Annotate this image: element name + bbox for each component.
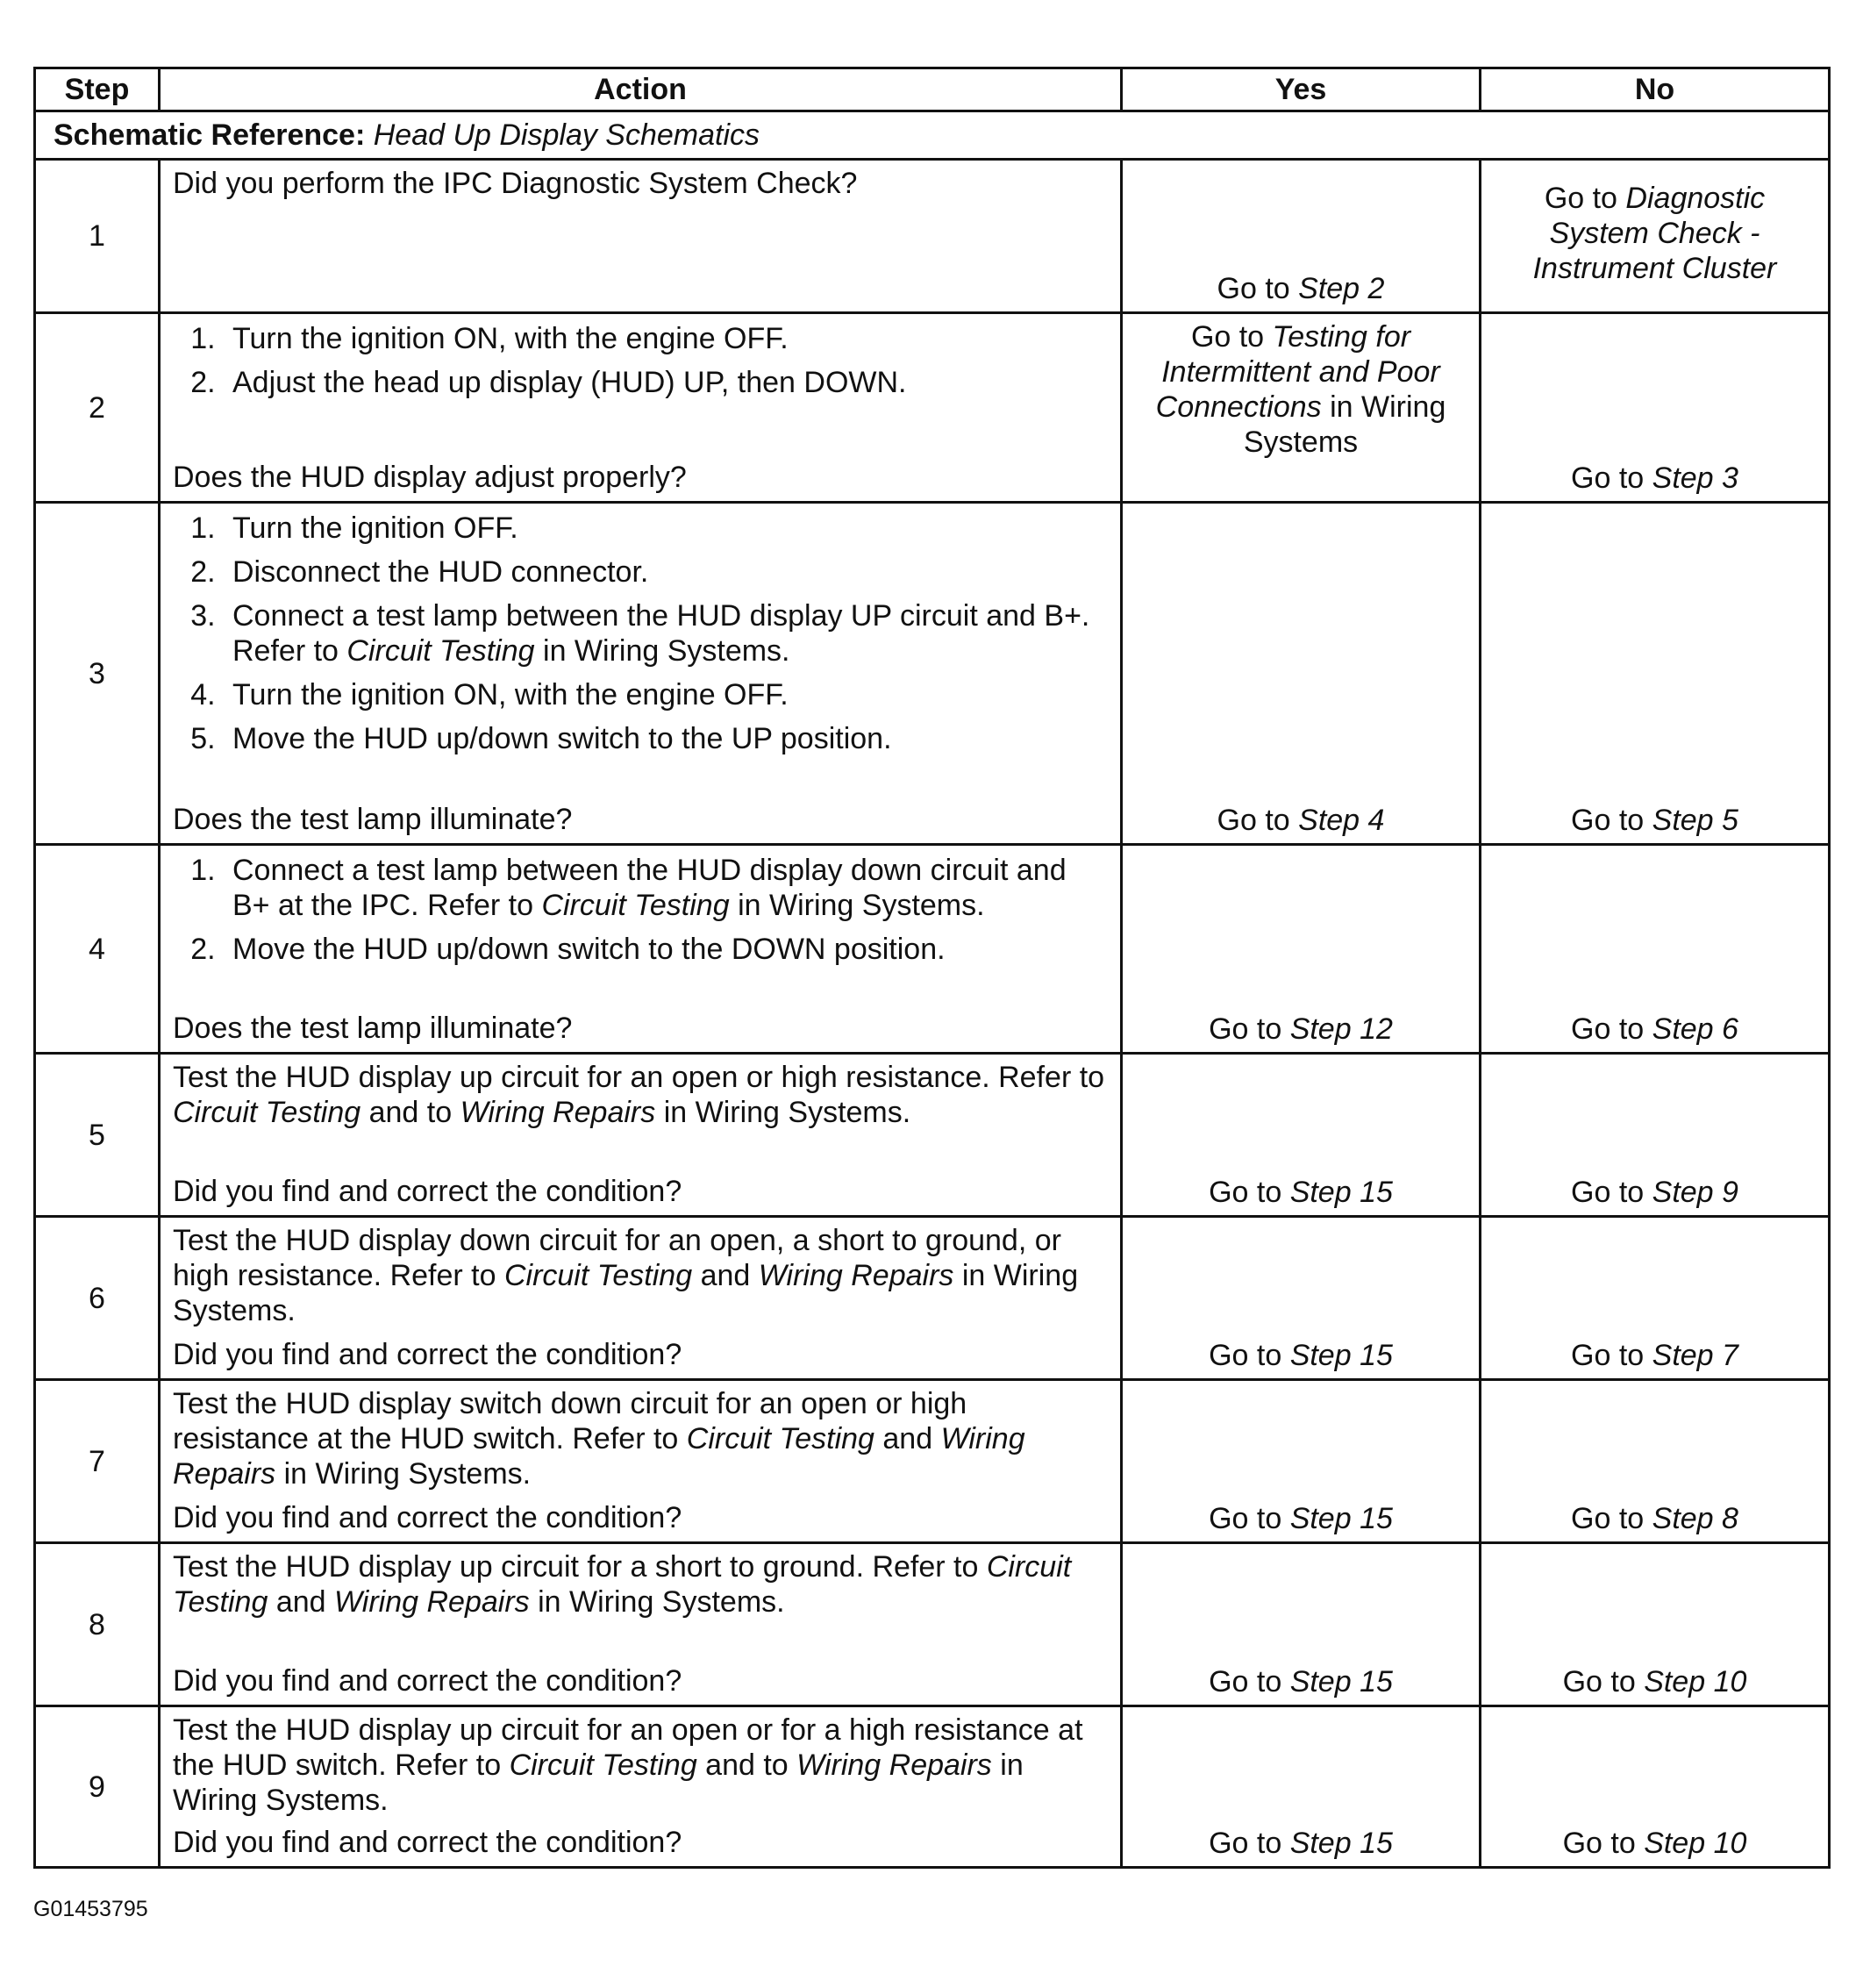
yes-result (1122, 160, 1481, 313)
text-segment: Go to (1544, 182, 1626, 215)
action-question: Did you find and correct the condition? (173, 1826, 682, 1859)
action-question: Does the test lamp illuminate? (173, 1012, 573, 1045)
text-segment: Go to (1217, 272, 1299, 305)
header-yes: Yes (1122, 68, 1481, 111)
reference-link[interactable]: Step 2 (1298, 272, 1385, 305)
text-segment: Move the HUD up/down switch to the UP position. (232, 722, 892, 755)
text-segment: Go to (1571, 461, 1652, 495)
no-result (1481, 1217, 1830, 1380)
action-step-item (224, 511, 1108, 546)
schematic-reference (35, 111, 1830, 160)
action-instructions (173, 1549, 1108, 1620)
step-row (35, 1054, 1830, 1217)
step-number: 1 (35, 160, 160, 313)
action-step-item (224, 321, 1108, 356)
action-text (173, 1060, 1108, 1130)
text-segment: Adjust the head up display (HUD) UP, then DOWN. (232, 366, 907, 399)
action-steps-list (173, 511, 1108, 756)
step-number: 7 (35, 1380, 160, 1543)
text-segment: Did you perform the IPC Diagnostic System Check? (173, 167, 858, 200)
text-segment: Test the HUD display switch down circuit for an open or high resistance at the HUD switch. Refer to (173, 1387, 967, 1455)
text-segment: Go to (1209, 1176, 1290, 1209)
action-content (173, 1549, 1108, 1698)
action-question: Did you find and correct the condition? (173, 1664, 682, 1698)
action-text (173, 1223, 1108, 1328)
text-segment: and (874, 1422, 941, 1455)
action-content (173, 851, 1108, 1046)
text-segment: Go to (1562, 1665, 1645, 1698)
text-segment: Go to (1209, 1502, 1290, 1535)
text-segment: Move the HUD up/down switch to the DOWN position. (232, 933, 946, 966)
reference-link[interactable]: Step 15 (1289, 1665, 1393, 1698)
reference-link[interactable]: Circuit Testing (541, 889, 730, 922)
text-segment: Go to (1562, 1827, 1645, 1860)
action-step-item (224, 365, 1108, 400)
action-content (173, 509, 1108, 837)
reference-link[interactable]: Wiring Repairs (796, 1748, 992, 1782)
step-row (35, 1217, 1830, 1380)
text-segment: Test the HUD display down circuit for an open, a short to ground, or high resistance. Refer to (173, 1224, 1061, 1292)
diagnostic-table (33, 67, 1831, 1869)
action-cell (160, 845, 1122, 1054)
yes-result (1122, 1054, 1481, 1217)
action-text (173, 1713, 1108, 1818)
reference-link[interactable]: Step 12 (1289, 1012, 1393, 1046)
no-result (1481, 160, 1830, 313)
text-segment: Go to (1571, 1176, 1652, 1209)
yes-result (1122, 845, 1481, 1054)
step-number: 6 (35, 1217, 160, 1380)
action-content (173, 1713, 1108, 1860)
text-segment: and to (360, 1096, 460, 1129)
step-row (35, 160, 1830, 313)
header-step: Step (35, 68, 160, 111)
step-number: 4 (35, 845, 160, 1054)
reference-link[interactable]: Step 6 (1652, 1012, 1738, 1046)
action-instructions (173, 1386, 1108, 1491)
yes-result (1122, 313, 1481, 503)
action-steps-list (173, 321, 1108, 400)
step-number: 3 (35, 503, 160, 845)
text-segment: Go to (1209, 1665, 1290, 1698)
no-result (1481, 845, 1830, 1054)
reference-link[interactable]: Diagnostic System Check - Instrument Cluster (1532, 182, 1777, 285)
reference-link[interactable]: Step 10 (1644, 1665, 1747, 1698)
reference-link[interactable]: Step 15 (1289, 1827, 1393, 1860)
reference-link[interactable]: Step 15 (1289, 1339, 1393, 1372)
action-question: Did you find and correct the condition? (173, 1501, 682, 1534)
schematic-reference-link[interactable]: Head Up Display Schematics (373, 118, 760, 152)
reference-link[interactable]: Step 10 (1644, 1827, 1747, 1860)
schematic-reference-row (35, 111, 1830, 160)
text-segment: Turn the ignition ON, with the engine OFF. (232, 678, 789, 712)
action-question: Does the HUD display adjust properly? (173, 461, 687, 494)
yes-result (1122, 1706, 1481, 1868)
text-segment: Disconnect the HUD connector. (232, 555, 649, 589)
step-row (35, 503, 1830, 845)
action-cell (160, 1543, 1122, 1706)
text-segment: Test the HUD display up circuit for an open or high resistance. Refer to (173, 1061, 1105, 1094)
step-number: 5 (35, 1054, 160, 1217)
action-question: Did you find and correct the condition? (173, 1338, 682, 1371)
reference-link[interactable]: Circuit Testing (173, 1550, 1072, 1619)
text-segment: Go to (1190, 320, 1273, 354)
no-result (1481, 1054, 1830, 1217)
step-number: 9 (35, 1706, 160, 1868)
reference-link[interactable]: Step 5 (1652, 804, 1738, 837)
text-segment: in Wiring Systems. (655, 1096, 911, 1129)
schematic-reference-label: Schematic Reference: (54, 118, 366, 152)
text-segment: Go to (1571, 1012, 1652, 1046)
text-segment: in Wiring Systems. (173, 1259, 1079, 1327)
text-segment: Go to (1571, 1339, 1652, 1372)
action-text (173, 1549, 1108, 1620)
action-cell (160, 1380, 1122, 1543)
action-content (173, 1223, 1108, 1372)
text-segment: in Wiring Systems. (529, 1585, 785, 1619)
action-content (173, 1060, 1108, 1209)
no-result (1481, 503, 1830, 845)
text-segment: Go to (1209, 1012, 1290, 1046)
text-segment: in Wiring Systems. (534, 634, 790, 668)
action-question: Did you find and correct the condition? (173, 1175, 682, 1208)
reference-link[interactable]: Wiring Repairs (460, 1096, 656, 1129)
text-segment: and to (696, 1748, 797, 1782)
step-row (35, 845, 1830, 1054)
action-cell (160, 160, 1122, 313)
reference-link[interactable]: Circuit Testing (509, 1748, 697, 1782)
reference-link[interactable]: Step 15 (1289, 1502, 1393, 1535)
action-step-item (224, 932, 1108, 967)
text-segment: in Wiring Systems. (729, 889, 985, 922)
action-content (173, 166, 1108, 305)
header-row (35, 68, 1830, 111)
action-cell (160, 503, 1122, 845)
action-content (173, 1386, 1108, 1535)
text-segment: Go to (1571, 1502, 1652, 1535)
text-segment: Go to (1571, 804, 1652, 837)
action-step-item (224, 598, 1108, 669)
reference-link[interactable]: Step 7 (1652, 1339, 1738, 1372)
text-segment: Go to (1217, 804, 1299, 837)
reference-link[interactable]: Wiring Repairs (173, 1422, 1025, 1491)
text-segment: and (692, 1259, 759, 1292)
action-instructions (173, 166, 1108, 201)
action-steps-list (173, 853, 1108, 967)
text-segment: and (268, 1585, 334, 1619)
reference-link[interactable]: Wiring Repairs (334, 1585, 530, 1619)
header-no: No (1481, 68, 1830, 111)
action-cell (160, 313, 1122, 503)
no-result (1481, 1380, 1830, 1543)
action-cell (160, 1054, 1122, 1217)
text-segment: in Wiring Systems. (275, 1457, 532, 1491)
action-instructions (173, 851, 1108, 976)
action-cell (160, 1706, 1122, 1868)
action-text (173, 1386, 1108, 1491)
no-result (1481, 313, 1830, 503)
no-result (1481, 1706, 1830, 1868)
header-action: Action (160, 68, 1122, 111)
action-text (173, 166, 1108, 201)
action-cell (160, 1217, 1122, 1380)
action-instructions (173, 1223, 1108, 1328)
text-segment: in Wiring Systems. (173, 1748, 1024, 1817)
text-segment: Go to (1209, 1339, 1290, 1372)
yes-result (1122, 1217, 1481, 1380)
text-segment: Connect a test lamp between the HUD display down circuit and B+ at the IPC. Refer to (232, 854, 1067, 922)
action-step-item (224, 721, 1108, 756)
figure-id: G01453795 (33, 1897, 148, 1921)
step-number: 8 (35, 1543, 160, 1706)
text-segment: Test the HUD display up circuit for a short to ground. Refer to (173, 1550, 987, 1584)
reference-link[interactable]: Step 8 (1652, 1502, 1738, 1535)
text-segment: Turn the ignition OFF. (232, 511, 518, 545)
text-segment: Turn the ignition ON, with the engine OFF. (232, 322, 789, 355)
reference-link[interactable]: Step 9 (1652, 1176, 1738, 1209)
reference-link[interactable]: Circuit Testing (686, 1422, 874, 1455)
reference-link[interactable]: Circuit Testing (503, 1259, 693, 1292)
action-instructions (173, 319, 1108, 409)
reference-link[interactable]: Circuit Testing (346, 634, 535, 668)
step-row (35, 1543, 1830, 1706)
text-segment: Go to (1209, 1827, 1290, 1860)
step-row (35, 313, 1830, 503)
reference-link[interactable]: Step 3 (1652, 461, 1738, 495)
step-row (35, 1706, 1830, 1868)
text-segment: in Wiring Systems (1243, 390, 1446, 459)
action-step-item (224, 853, 1108, 923)
text-segment: Connect a test lamp between the HUD display UP circuit and B+. Refer to (232, 599, 1090, 668)
yes-result (1122, 1380, 1481, 1543)
action-instructions (173, 1713, 1108, 1818)
action-content (173, 319, 1108, 495)
action-question: Does the test lamp illuminate? (173, 803, 573, 836)
yes-result (1122, 503, 1481, 845)
yes-result (1122, 1543, 1481, 1706)
step-row (35, 1380, 1830, 1543)
reference-link[interactable]: Step 15 (1289, 1176, 1393, 1209)
action-instructions (173, 1060, 1108, 1130)
action-instructions (173, 509, 1108, 765)
reference-link[interactable]: Circuit Testing (173, 1096, 361, 1129)
text-segment: Test the HUD display up circuit for an open or for a high resistance at the HUD switch. Refer to (173, 1713, 1083, 1782)
reference-link[interactable]: Wiring Repairs (758, 1259, 954, 1292)
action-step-item (224, 554, 1108, 590)
step-number: 2 (35, 313, 160, 503)
reference-link[interactable]: Testing for Intermittent and Poor Connections (1155, 320, 1440, 424)
no-result (1481, 1543, 1830, 1706)
action-step-item (224, 677, 1108, 712)
reference-link[interactable]: Step 4 (1298, 804, 1385, 837)
